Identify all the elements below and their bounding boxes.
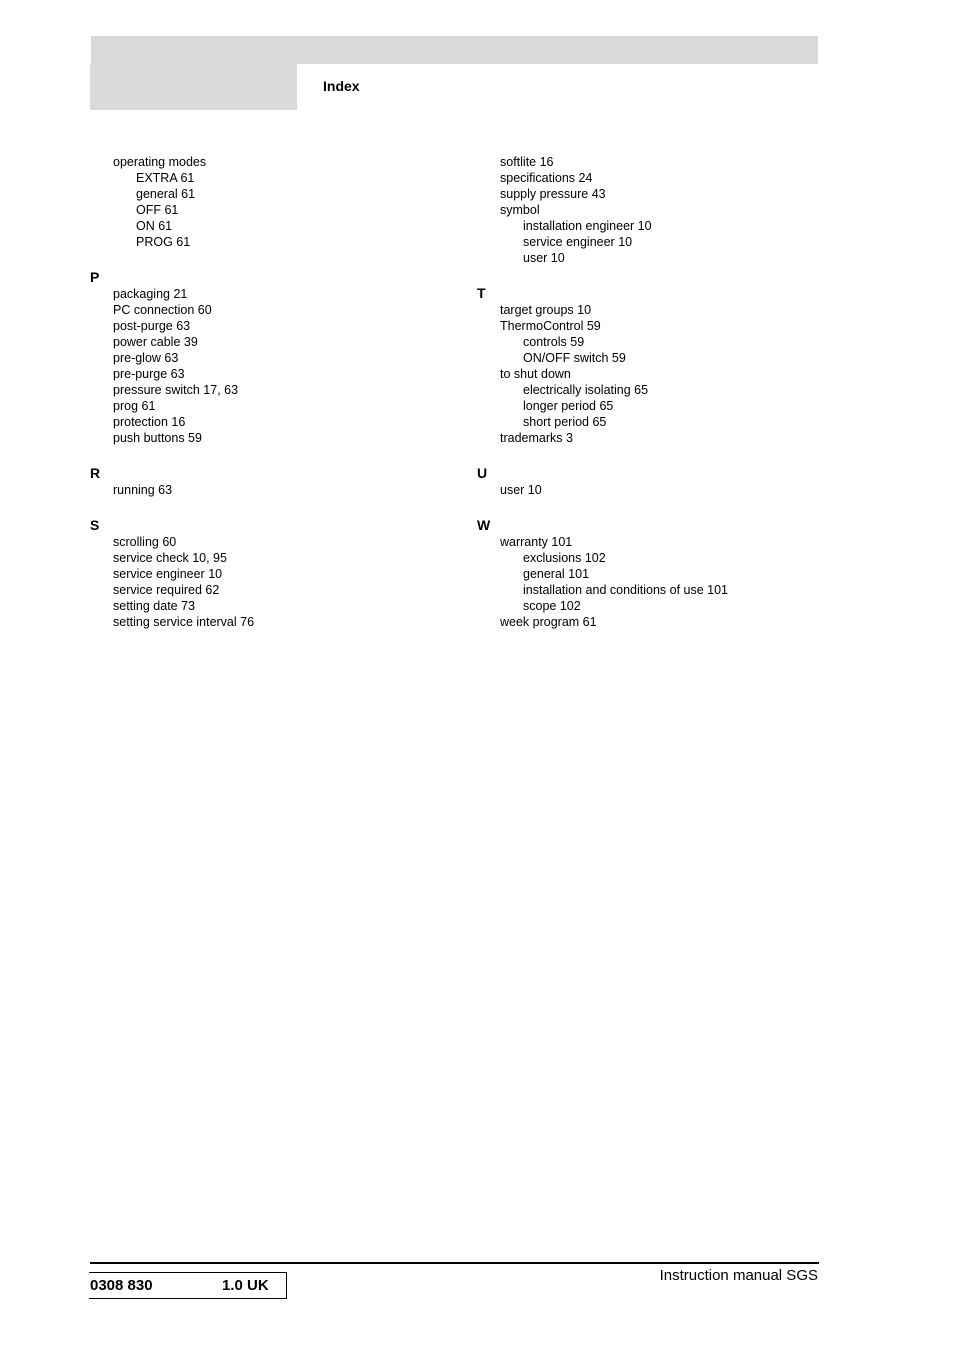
index-entry: operating modes	[113, 155, 207, 169]
index-subentry: PROG 61	[136, 235, 191, 249]
index-entry: service check 10, 95	[113, 551, 227, 565]
header-tab-block	[90, 64, 297, 110]
index-subentry: service engineer 10	[523, 235, 633, 249]
index-subentry: installation and conditions of use 101	[523, 583, 729, 597]
index-entry: pre-glow 63	[113, 351, 179, 365]
index-entry: running 63	[113, 483, 173, 497]
header-bar	[91, 36, 818, 64]
index-entry: power cable 39	[113, 335, 198, 349]
index-entry: service engineer 10	[113, 567, 223, 581]
index-subentry: scope 102	[523, 599, 581, 613]
index-entry: setting date 73	[113, 599, 196, 613]
footer-document-box	[89, 1272, 287, 1299]
index-subentry: general 61	[136, 187, 196, 201]
index-column-right	[477, 154, 837, 630]
index-entry: week program 61	[500, 615, 597, 629]
index-entry: prog 61	[113, 399, 156, 413]
index-entry: softlite 16	[500, 155, 554, 169]
section-title: Index	[323, 78, 360, 94]
index-entry: service required 62	[113, 583, 220, 597]
index-letter-heading: P	[90, 269, 100, 285]
index-subentry: exclusions 102	[523, 551, 606, 565]
footer-rule	[90, 1262, 819, 1264]
index-subentry: short period 65	[523, 415, 607, 429]
index-entry: push buttons 59	[113, 431, 202, 445]
index-entry: ThermoControl 59	[500, 319, 601, 333]
index-subentry: OFF 61	[136, 203, 179, 217]
index-entry: symbol	[500, 203, 540, 217]
index-entry: target groups 10	[500, 303, 592, 317]
index-entry: scrolling 60	[113, 535, 177, 549]
index-entry: packaging 21	[113, 287, 188, 301]
index-column-left	[90, 154, 470, 630]
index-letter-heading: W	[477, 517, 491, 533]
index-subentry: EXTRA 61	[136, 171, 195, 185]
index-entry: post-purge 63	[113, 319, 191, 333]
index-subentry: user 10	[523, 251, 565, 265]
index-subentry: general 101	[523, 567, 590, 581]
index-subentry: ON/OFF switch 59	[523, 351, 626, 365]
document-code: 0308 830	[90, 1277, 153, 1294]
index-subentry: installation engineer 10	[523, 219, 652, 233]
manual-title: Instruction manual SGS	[659, 1267, 818, 1284]
index-letter-heading: T	[477, 285, 486, 301]
index-letter-heading: R	[90, 465, 101, 481]
index-entry: pressure switch 17, 63	[113, 383, 239, 397]
index-subentry: longer period 65	[523, 399, 614, 413]
index-entry: user 10	[500, 483, 542, 497]
index-subentry: controls 59	[523, 335, 585, 349]
index-entry: PC connection 60	[113, 303, 212, 317]
index-entry: supply pressure 43	[500, 187, 606, 201]
index-entry: specifications 24	[500, 171, 593, 185]
index-letter-heading: S	[90, 517, 100, 533]
document-version: 1.0 UK	[222, 1277, 269, 1294]
index-entry: pre-purge 63	[113, 367, 185, 381]
index-subentry: electrically isolating 65	[523, 383, 649, 397]
index-letter-heading: U	[477, 465, 488, 481]
index-entry: protection 16	[113, 415, 186, 429]
index-entry: warranty 101	[500, 535, 573, 549]
index-entry: trademarks 3	[500, 431, 573, 445]
index-subentry: ON 61	[136, 219, 173, 233]
index-entry: to shut down	[500, 367, 571, 381]
index-entry: setting service interval 76	[113, 615, 255, 629]
